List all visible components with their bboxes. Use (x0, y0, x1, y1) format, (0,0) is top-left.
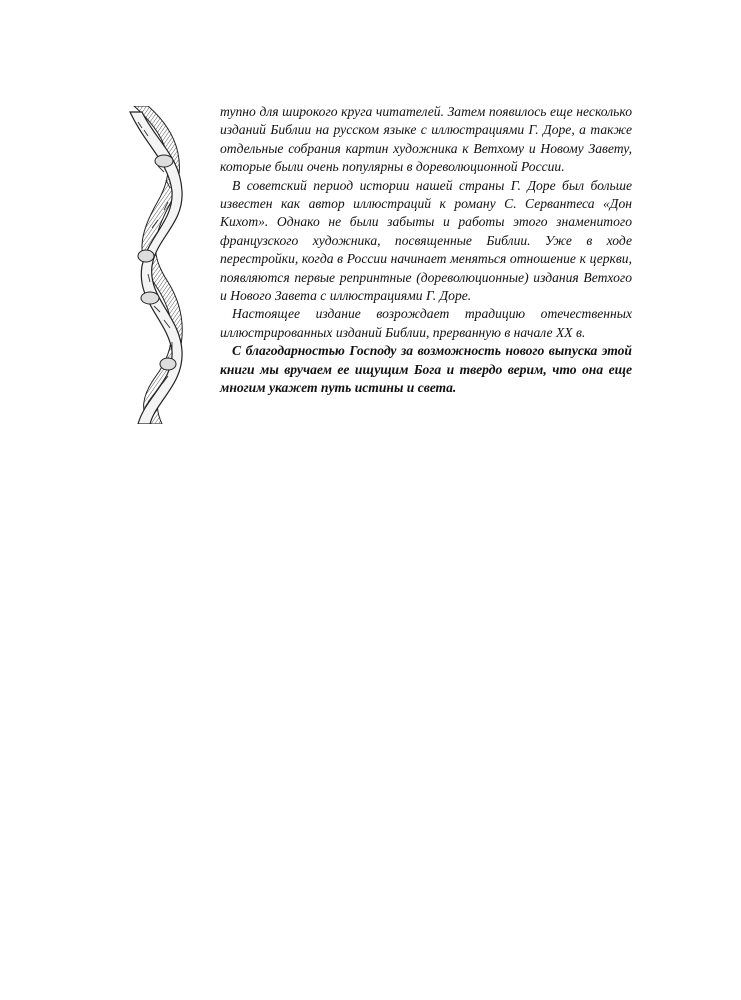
paragraph-closing: С благодарностью Господу за возможность нового выпуска этой книги мы вручаем ее ищущим Бога и твердо верим, что она еще многим укажет путь истины и света. (220, 343, 632, 396)
paragraph-soviet-period: В советский период истории нашей страны Г. Доре был больше известен как автор иллюстраций к роману С. Сервантеса «Дон Кихот». Однако не были забыты и работы этого знаменитого французского художника, посвященные Библии. Уже в ходе перестройки, когда в России начинает меняться отношение к церкви, появляются первые репринтные (дореволюционные) издания Ветхого и Нового Завета с иллюстрациями Г. Доре. (220, 177, 632, 304)
paragraph-present-edition: Настоящее издание возрождает традицию отечественных иллюстрированных изданий Библии, прерванную в начале XX в. (220, 306, 632, 340)
body-text (220, 103, 632, 398)
paragraph-continuation: тупно для широкого круга читателей. Затем появилось еще несколько изданий Библии на русском языке с иллюстрациями Г. Доре, а также отдельные собрания картин художника к Ветхому и Новому Завету, которые были очень популярны в дореволюционной России. (220, 104, 632, 175)
scroll-ribbon-ornament-icon (128, 106, 184, 424)
